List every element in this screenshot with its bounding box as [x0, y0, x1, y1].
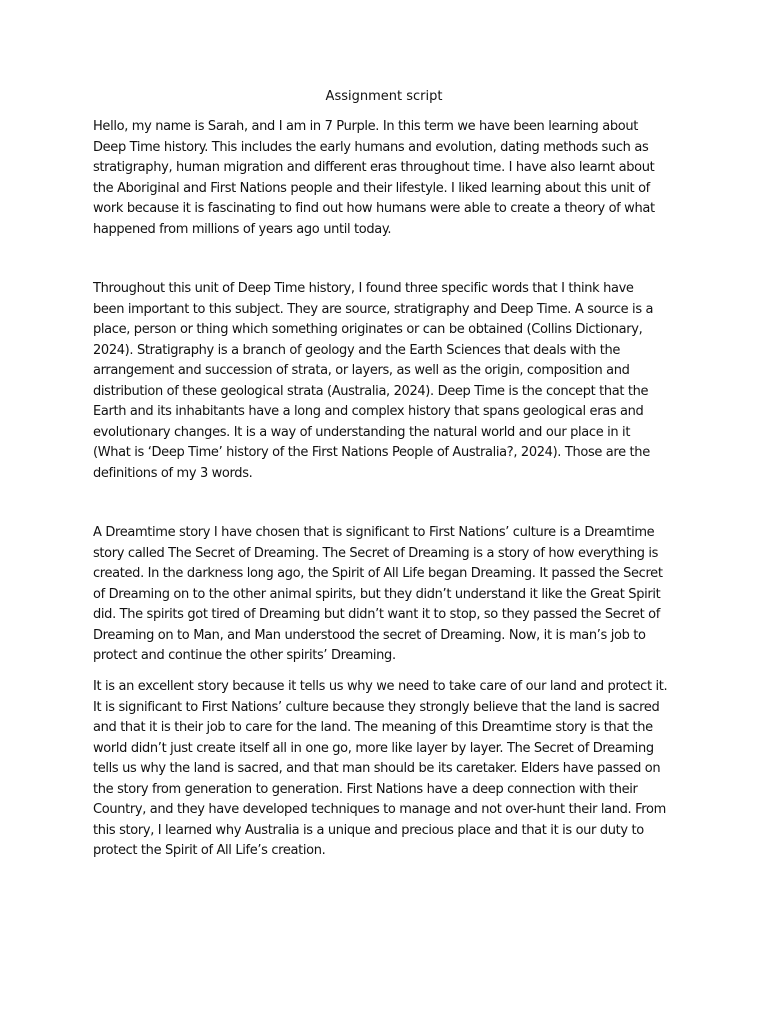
text-line: 2024). Stratigraphy is a branch of geology and the Earth Sciences that deals with the — [93, 342, 621, 358]
text-line: It is significant to First Nations’ culture because they strongly believe that the land is sacred — [93, 699, 660, 715]
text-line: definitions of my 3 words. — [93, 465, 253, 481]
text-line: world didn’t just create itself all in one go, more like layer by layer. The Secret of Dreaming — [93, 740, 654, 756]
text-line: tells us why the land is sacred, and that man should be its caretaker. Elders have passed on — [93, 761, 661, 776]
text-line: Earth and its inhabitants have a long and complex history that spans geological eras and — [93, 404, 644, 419]
text-line: protect the Spirit of All Life’s creation. — [93, 843, 326, 858]
paragraph-introduction — [93, 117, 675, 240]
text-line: and that it is their job to care for the land. The meaning of this Dreamtime story is that the — [93, 720, 653, 735]
text-line: Dreaming on to Man, and Man understood the secret of Dreaming. Now, it is man’s job to — [93, 627, 646, 643]
text-line: of Dreaming on to the other animal spirits, but they didn’t understand it like the Great Spirit — [93, 586, 661, 602]
text-line: evolutionary changes. It is a way of understanding the natural world and our place in it — [93, 424, 631, 440]
text-line: created. In the darkness long ago, the Spirit of All Life began Dreaming. It passed the Secret — [93, 566, 663, 581]
text-line: Hello, my name is Sarah, and I am in 7 Purple. In this term we have been learning about — [93, 119, 638, 134]
text-line: the story from generation to generation. First Nations have a deep connection with their — [93, 781, 638, 797]
text-line: It is an excellent story because it tells us why we need to take care of our land and protect it. — [93, 679, 668, 694]
text-line: been important to this subject. They are source, stratigraphy and Deep Time. A source is a — [93, 301, 654, 317]
text-line: place, person or thing which something originates or can be obtained (Collins Dictionary, — [93, 322, 643, 337]
text-line: the Aboriginal and First Nations people and their lifestyle. I liked learning about this unit of — [93, 180, 650, 196]
text-line: story called The Secret of Dreaming. The Secret of Dreaming is a story of how everything is — [93, 545, 659, 561]
text-line: happened from millions of years ago until today. — [93, 221, 392, 237]
text-line: protect and continue the other spirits’ Dreaming. — [93, 648, 396, 663]
text-line: (What is ‘Deep Time’ history of the First Nations People of Australia?, 2024). Those are the — [93, 445, 650, 460]
document-title: Assignment script — [325, 89, 443, 104]
text-line: work because it is fascinating to find out how humans were able to create a theory of what — [93, 201, 655, 216]
paragraph-dreamtime-story — [93, 523, 675, 667]
text-line: Throughout this unit of Deep Time history, I found three specific words that I think have — [93, 281, 634, 296]
text-line: A Dreamtime story I have chosen that is significant to First Nations’ culture is a Dreamtime — [93, 525, 655, 540]
paragraph-definitions — [93, 279, 675, 484]
text-line: arrangement and succession of strata, or layers, as well as the origin, composition and — [93, 363, 630, 378]
text-line: distribution of these geological strata (Australia, 2024). Deep Time is the concept that the — [93, 383, 649, 399]
paragraph-significance — [93, 677, 675, 862]
text-line: did. The spirits got tired of Dreaming but didn’t want it to stop, so they passed the Secret of — [93, 607, 660, 622]
text-line: Country, and they have developed techniques to manage and not over-hunt their land. From — [93, 802, 666, 817]
text-line: Deep Time history. This includes the early humans and evolution, dating methods such as — [93, 139, 649, 155]
text-line: stratigraphy, human migration and different eras throughout time. I have also learnt about — [93, 160, 655, 175]
text-line: this story, I learned why Australia is a unique and precious place and that it is our duty to — [93, 822, 644, 838]
